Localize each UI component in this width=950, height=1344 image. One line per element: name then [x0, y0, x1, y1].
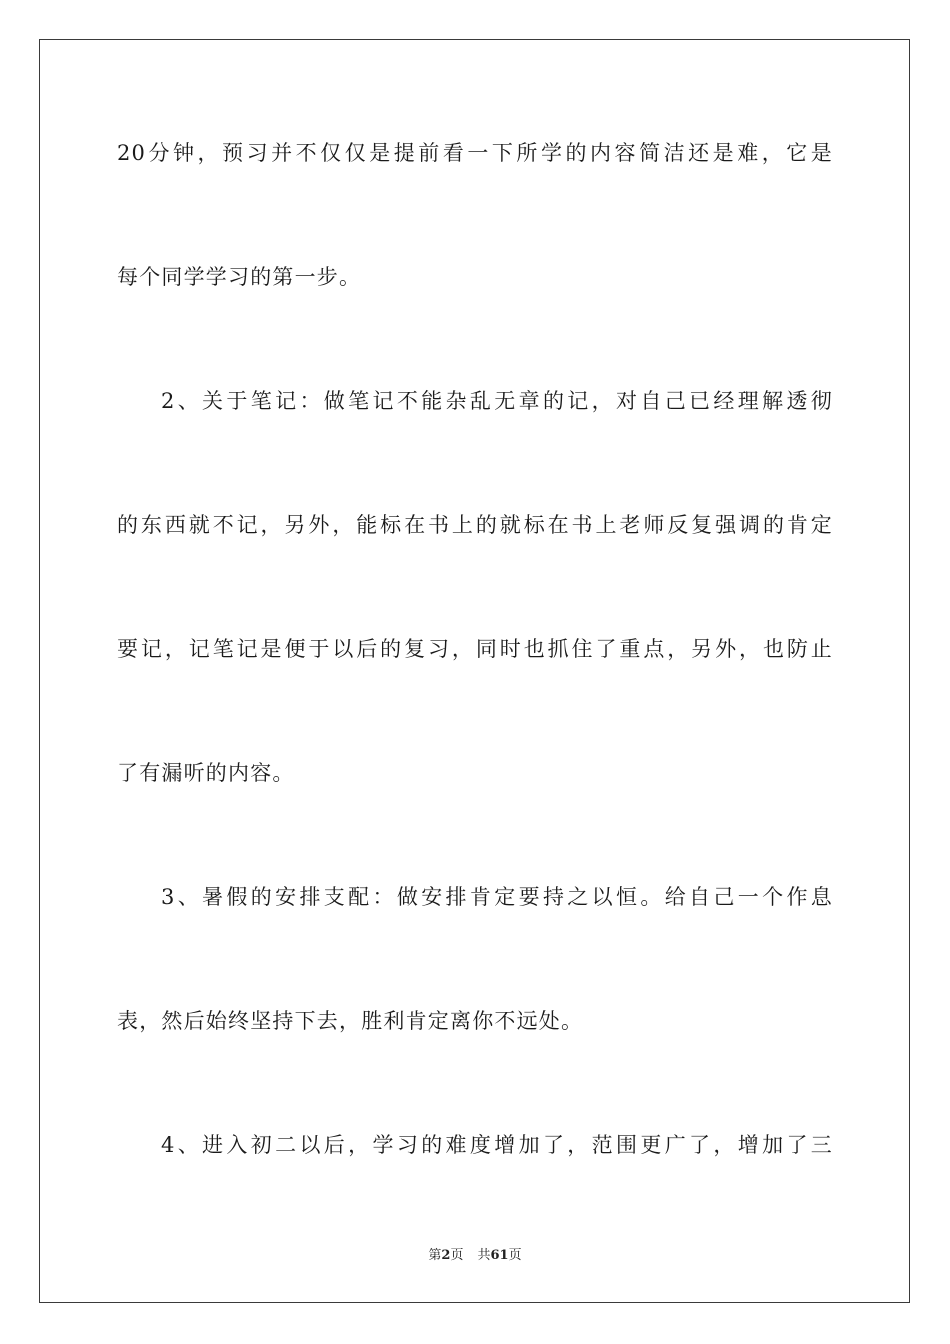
text-line-5: 要记，记笔记是便于以后的复习，同时也抓住了重点，另外，也防止 [117, 637, 833, 661]
text-line-2: 每个同学学习的第一步。 [117, 265, 362, 289]
page-footer [0, 1247, 950, 1265]
page-number: 2 [441, 1248, 451, 1263]
text-line-8: 表，然后始终坚持下去，胜利肯定离你不远处。 [117, 1009, 584, 1033]
text-line-6: 了有漏听的内容。 [117, 761, 295, 785]
page-prefix: 第 [428, 1248, 442, 1263]
total-pages: 61 [490, 1248, 509, 1263]
text-line-7: 3、暑假的安排支配：做安排肯定要持之以恒。给自己一个作息 [161, 885, 833, 909]
total-prefix: 共 [477, 1248, 491, 1263]
text-line-1: 20分钟，预习并不仅仅是提前看一下所学的内容简洁还是难，它是 [117, 141, 833, 165]
text-line-3: 2、关于笔记：做笔记不能杂乱无章的记，对自己已经理解透彻 [161, 389, 833, 413]
text-line-9: 4、进入初二以后，学习的难度增加了，范围更广了，增加了三 [161, 1133, 833, 1157]
page-suffix: 页 [450, 1248, 464, 1263]
page-border [39, 39, 910, 1303]
text-line-4: 的东西就不记，另外，能标在书上的就标在书上老师反复强调的肯定 [117, 513, 833, 537]
total-suffix: 页 [508, 1248, 522, 1263]
